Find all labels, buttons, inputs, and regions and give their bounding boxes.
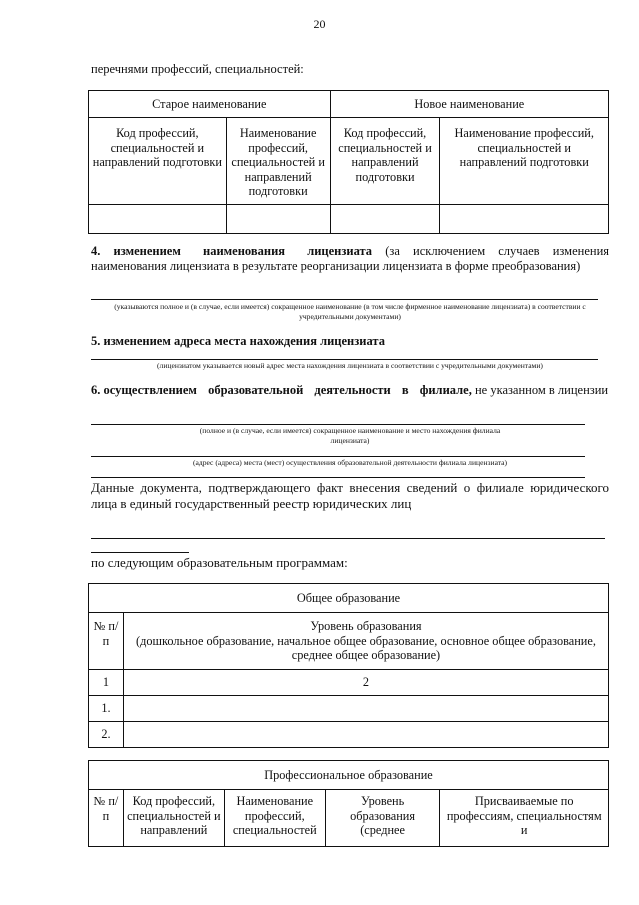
old-name-col: Наименование профессий, специальностей и направлений подготовки <box>226 118 330 205</box>
section-5-note: (лицензиатом указывается новый адрес места нахождения лицензиата в соответствии с учредительными документами) <box>157 361 543 370</box>
old-code-col: Код профессий, специальностей и направлений подготовки <box>89 118 227 205</box>
rename-table <box>88 90 609 234</box>
section-4-note: (указываются полное и (в случае, если имеется) сокращенное наименование (в том числе фирменное наименование лицензиата) в соответствии с учредительными документами) <box>114 302 586 321</box>
programs-text: по следующим образовательным программам: <box>91 555 348 570</box>
new-name-col: Наименование профессий, специальностей и направлений подготовки <box>440 118 609 205</box>
level-col: Уровень образования (дошкольное образование, начальное общее образование, основное общее образование, среднее общее образование) <box>123 613 608 670</box>
professional-education-table <box>88 760 609 847</box>
fill-line[interactable] <box>91 477 585 478</box>
section-4-heading: изменением наименования лицензиата <box>113 244 373 258</box>
new-name-header: Новое наименование <box>330 91 608 118</box>
egrul-text: Данные документа, подтверждающего факт внесения сведений о филиале юридического лица в единый государственный реестр юридических лиц <box>91 480 609 511</box>
section-6-text: 6. осуществлением образовательной деятельности в филиале, не указанном в лицензии <box>91 383 609 397</box>
table-cell[interactable] <box>330 205 440 234</box>
section-4-text: 4. изменением наименования лицензиата (за исключением случаев изменения наименования лицензиата в результате реорганизации лицензиата в форме преобразования) <box>91 244 610 273</box>
fill-line[interactable] <box>91 552 189 553</box>
section-5-text: 5. изменением адреса места нахождения лицензиата <box>91 334 385 348</box>
row-number: 1. <box>89 696 124 722</box>
general-education-table <box>88 583 609 748</box>
new-code-col: Код профессий, специальностей и направлений подготовки <box>330 118 440 205</box>
row-number: 2. <box>89 722 124 748</box>
fill-line[interactable] <box>91 359 598 360</box>
fill-line[interactable] <box>91 538 605 539</box>
table-cell[interactable] <box>123 722 608 748</box>
table-cell[interactable] <box>123 696 608 722</box>
page-number: 20 <box>313 17 326 31</box>
qualification-col: Присваиваемые по профессиям, специальностям и <box>440 790 609 847</box>
fill-line[interactable] <box>91 456 585 457</box>
fill-line[interactable] <box>91 299 598 300</box>
professional-education-title: Профессиональное образование <box>89 761 609 790</box>
index-cell: 2 <box>123 670 608 696</box>
section-6-note-2: (адрес (адреса) места (мест) осуществления образовательной деятельности филиала лицензиата) <box>192 458 508 467</box>
table-cell[interactable] <box>440 205 609 234</box>
number-col: № п/п <box>89 613 124 670</box>
general-education-title: Общее образование <box>89 584 609 613</box>
index-cell: 1 <box>89 670 124 696</box>
table-cell[interactable] <box>89 205 227 234</box>
fill-line[interactable] <box>91 424 585 425</box>
number-col: № п/п <box>89 790 124 847</box>
section-6-note-1: (полное и (в случае, если имеется) сокращенное наименование и место нахождения филиала лицензиата) <box>199 426 501 445</box>
table-cell[interactable] <box>226 205 330 234</box>
intro-text: перечнями профессий, специальностей: <box>91 62 304 76</box>
section-5-heading: изменением адреса места нахождения лицензиата <box>103 334 385 348</box>
name-col: Наименование профессий, специальностей <box>224 790 325 847</box>
level-col: Уровень образования (среднее <box>325 790 440 847</box>
old-name-header: Старое наименование <box>89 91 331 118</box>
code-col: Код профессий, специальностей и направлений <box>123 790 224 847</box>
section-6-heading: осуществлением образовательной деятельности в филиале, <box>103 383 472 397</box>
